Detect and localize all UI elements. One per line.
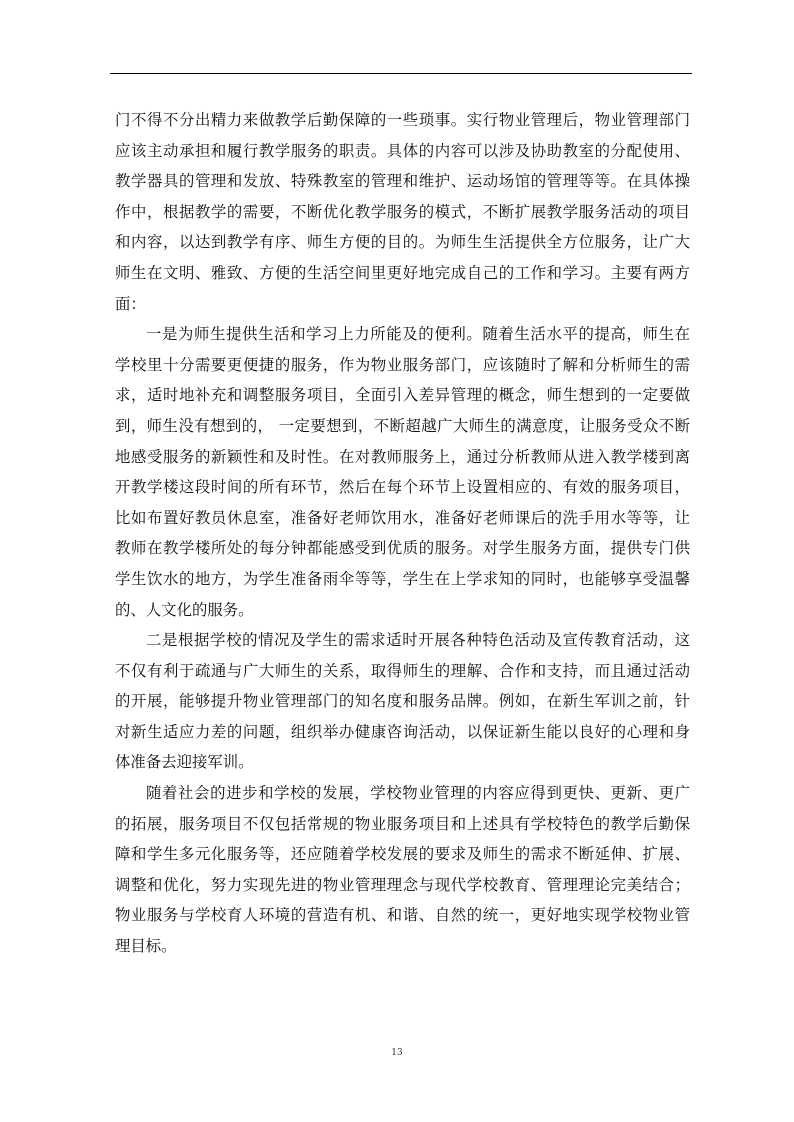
- text-line: 体准备去迎接军训。: [115, 753, 254, 772]
- text-line: 的、人文化的服务。: [115, 600, 254, 619]
- text-line: 学生饮水的地方，为学生准备雨伞等等，学生在上学求知的同时，也能够享受温馨: [115, 569, 690, 588]
- text-line: 开教学楼这段时间的所有环节，然后在每个环节上设置相应的、有效的服务项目，: [115, 478, 690, 497]
- text-line: 对新生适应力差的问题，组织举办健康咨询活动，以保证新生能以良好的心理和身: [115, 722, 690, 741]
- text-line: 教学器具的管理和发放、特殊教室的管理和维护、运动场馆的管理等等。在具体操: [115, 172, 690, 191]
- paragraph: [115, 105, 690, 319]
- text-line: 二是根据学校的情况及学生的需求适时开展各种特色活动及宣传教育活动，这: [146, 631, 690, 650]
- text-line: 应该主动承担和履行教学服务的职责。具体的内容可以涉及协助教室的分配使用、: [115, 141, 690, 160]
- text-line: 比如布置好教员休息室，准备好老师饮用水，准备好老师课后的洗手用水等等，让: [115, 508, 690, 527]
- paragraph: [115, 778, 690, 962]
- text-line: 求，适时地补充和调整服务项目，全面引入差异管理的概念，师生想到的一定要做: [115, 386, 690, 405]
- page-number: 13: [391, 1048, 403, 1058]
- text-line: 和内容，以达到教学有序、师生方便的目的。为师生生活提供全方位服务，让广大: [115, 233, 690, 252]
- text-line: 调整和优化，努力实现先进的物业管理理念与现代学校教育、管理理论完美结合；: [115, 875, 690, 894]
- text-line: 师生在文明、雅致、方便的生活空间里更好地完成自己的工作和学习。主要有两方: [115, 263, 690, 282]
- text-line: 随着社会的进步和学校的发展，学校物业管理的内容应得到更快、更新、更广: [146, 784, 690, 803]
- text-line: 物业服务与学校育人环境的营造有机、和谐、自然的统一，更好地实现学校物业管: [115, 906, 690, 925]
- body-text: [115, 105, 690, 962]
- text-line: 一是为师生提供生活和学习上力所能及的便利。随着生活水平的提高，师生在: [146, 325, 690, 344]
- paragraph: [115, 319, 690, 625]
- text-line: 面：: [115, 294, 146, 313]
- header-rule: [110, 73, 692, 74]
- text-line: 学校里十分需要更便捷的服务，作为物业服务部门，应该随时了解和分析师生的需: [115, 355, 690, 374]
- text-line: 不仅有利于疏通与广大师生的关系，取得师生的理解、合作和支持，而且通过活动: [115, 661, 690, 680]
- paragraph: [115, 625, 690, 778]
- text-line: 障和学生多元化服务等，还应随着学校发展的要求及师生的需求不断延伸、扩展、: [115, 845, 690, 864]
- text-line: 理目标。: [115, 937, 177, 956]
- text-line: 的开展，能够提升物业管理部门的知名度和服务品牌。例如，在新生军训之前，针: [115, 692, 690, 711]
- text-line: 的拓展，服务项目不仅包括常规的物业服务项目和上述具有学校特色的教学后勤保: [115, 814, 690, 833]
- text-line: 地感受服务的新颖性和及时性。在对教师服务上，通过分析教师从进入教学楼到离: [115, 447, 690, 466]
- text-line: 到，师生没有想到的， 一定要想到，不断超越广大师生的满意度，让服务受众不断: [115, 416, 690, 435]
- text-line: 门不得不分出精力来做教学后勤保障的一些琐事。实行物业管理后，物业管理部门: [115, 111, 690, 129]
- text-line: 作中，根据教学的需要，不断优化教学服务的模式，不断扩展教学服务活动的项目: [115, 202, 690, 221]
- text-line: 教师在教学楼所处的每分钟都能感受到优质的服务。对学生服务方面，提供专门供: [115, 539, 690, 558]
